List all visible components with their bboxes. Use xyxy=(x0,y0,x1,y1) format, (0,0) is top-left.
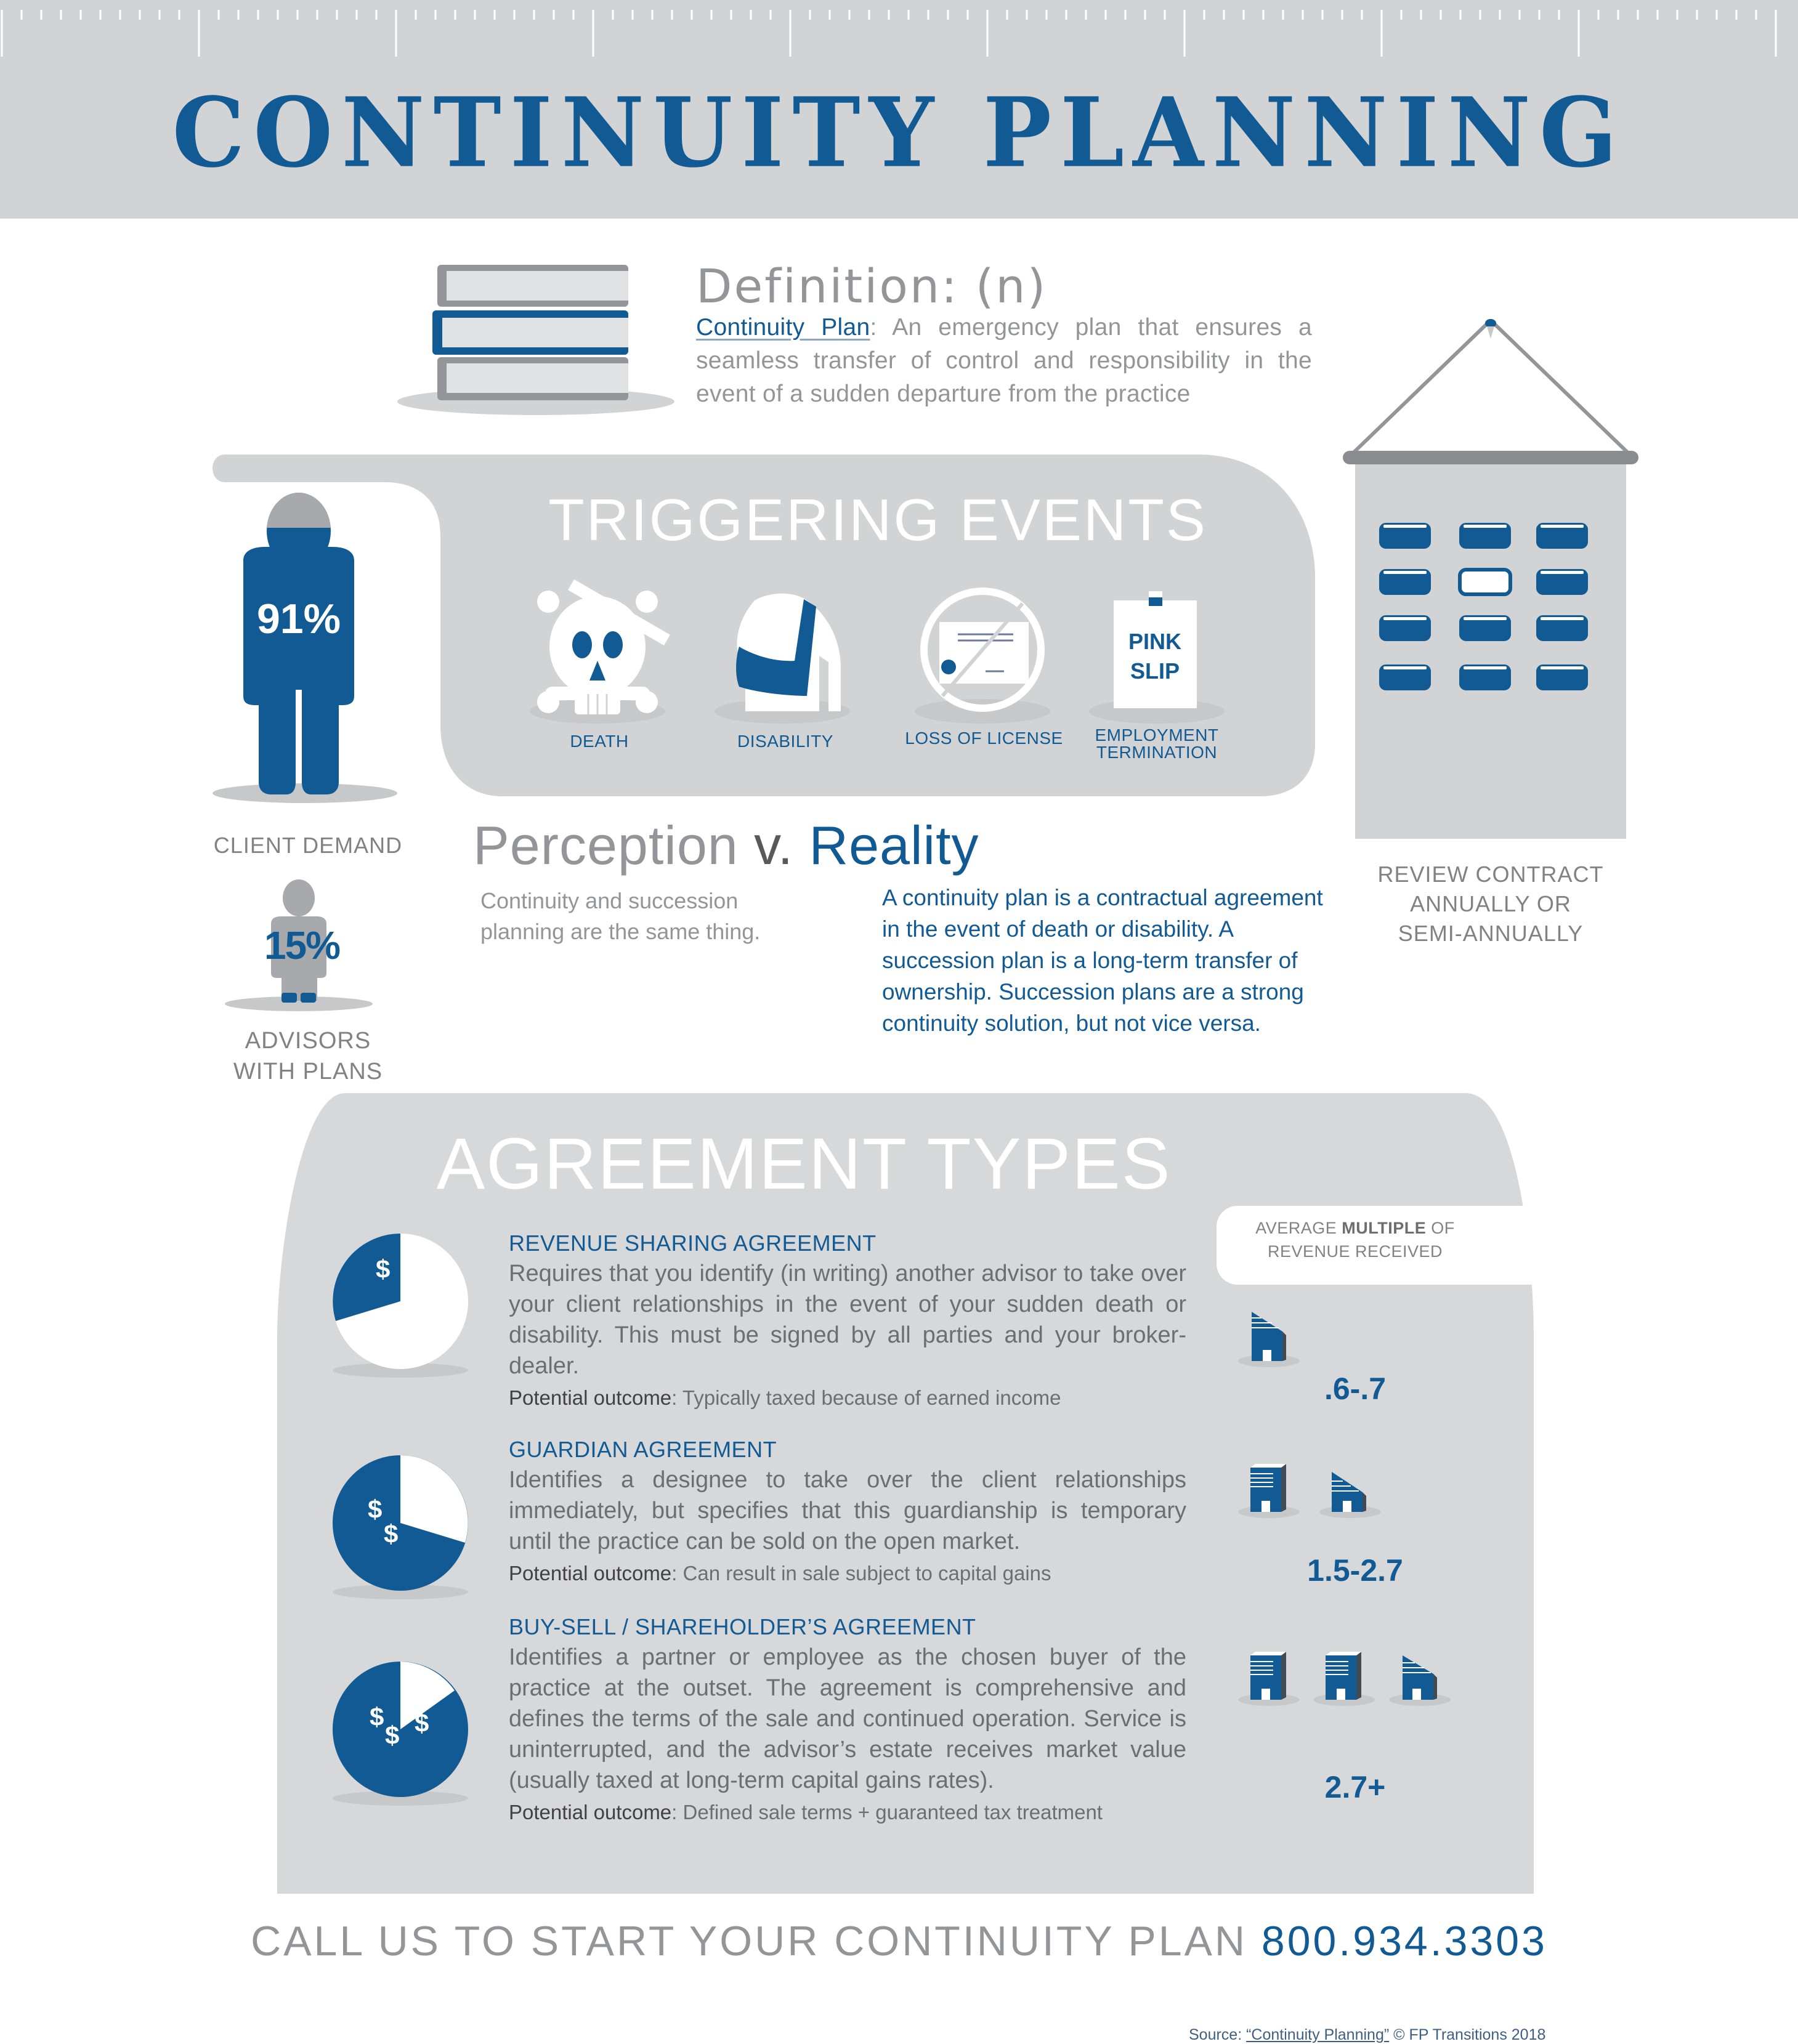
multiple-value: 1.5-2.7 xyxy=(1307,1553,1403,1588)
arm-sling-icon xyxy=(702,588,856,727)
pink-slip-text xyxy=(1096,627,1213,686)
outcome-value: : Typically taxed because of earned income xyxy=(671,1386,1061,1409)
agreement-description: Requires that you identify (in writing) another advisor to take over your client relationships in the event of your sudden death or disability. This must be signed by all parties and your broker-dealer. xyxy=(509,1261,1186,1379)
multiple-value: 2.7+ xyxy=(1324,1770,1386,1804)
svg-text:$: $ xyxy=(368,1495,383,1524)
review-line-3: SEMI-ANNUALLY xyxy=(1398,921,1584,946)
triggering-events-title: TRIGGERING EVENTS xyxy=(548,487,1207,553)
definition-heading: Definition: (n) xyxy=(696,259,1048,313)
agreement-buy-sell xyxy=(509,1612,1186,1828)
agreement-name: BUY-SELL / SHAREHOLDER’S AGREEMENT xyxy=(509,1614,976,1639)
outcome-label: Potential outcome xyxy=(509,1562,672,1585)
title-perception: Perception xyxy=(473,815,739,876)
svg-text:$: $ xyxy=(385,1721,400,1750)
pie-revenue-sharing-icon xyxy=(323,1229,477,1383)
title-reality: Reality xyxy=(809,815,979,876)
svg-text:$: $ xyxy=(370,1702,384,1731)
cta-phone-link[interactable]: 800.934.3303 xyxy=(1261,1918,1547,1965)
skull-crossbones-icon xyxy=(520,588,674,727)
advisors-label-line-2: WITH PLANS xyxy=(233,1059,383,1085)
agreement-guardian xyxy=(509,1435,1186,1589)
perception-text: Continuity and succession planning are the same thing. xyxy=(480,888,761,944)
review-contract-label xyxy=(1324,860,1657,948)
multiple-header-line-2: REVENUE RECEIVED xyxy=(1267,1242,1443,1261)
definition-body: : An emergency plan that ensures a seamless transfer of control and responsibility in the event of a sudden departure from the practice xyxy=(696,314,1312,407)
review-line-2: ANNUALLY OR xyxy=(1410,891,1571,916)
building-partial-icon xyxy=(1238,1306,1312,1373)
stat-advisors-label xyxy=(203,1025,413,1087)
agreement-revenue-sharing xyxy=(509,1229,1186,1413)
ruler-ticks xyxy=(0,0,1798,62)
perception-vs-reality-title xyxy=(473,812,979,879)
title-v: v. xyxy=(754,815,794,876)
review-line-1: REVIEW CONTRACT xyxy=(1377,862,1604,887)
svg-text:$: $ xyxy=(384,1519,399,1548)
multiple-value: .6-.7 xyxy=(1324,1371,1387,1406)
stat-client-demand-value: 91% xyxy=(256,596,341,642)
agreement-outcome xyxy=(509,1383,1186,1413)
page-title: CONTINUITY PLANNING xyxy=(172,76,1626,189)
outcome-value: : Defined sale terms + guaranteed tax treatment xyxy=(671,1801,1103,1824)
agreement-outcome xyxy=(509,1797,1186,1828)
multiple-header-post: OF xyxy=(1426,1219,1455,1237)
no-license-icon xyxy=(905,588,1059,727)
pink-slip-line-1: PINK xyxy=(1128,629,1181,654)
trigger-label-death: DEATH xyxy=(570,732,629,751)
agreement-outcome xyxy=(509,1558,1186,1589)
cta-text: CALL US TO START YOUR CONTINUITY PLAN xyxy=(251,1918,1261,1965)
definition-text xyxy=(696,311,1312,411)
trigger-label-loss-of-license: LOSS OF LICENSE xyxy=(905,729,1063,748)
trigger-label-disability: DISABILITY xyxy=(737,732,833,751)
source-suffix: © FP Transitions 2018 xyxy=(1389,2026,1546,2043)
agreement-description: Identifies a designee to take over the client relationships immediately, but specifies that this guardianship is temporary until the practice can be sold on the open market. xyxy=(509,1467,1186,1554)
source-prefix: Source: xyxy=(1189,2026,1247,2043)
source-citation xyxy=(1189,2026,1545,2044)
pie-guardian-icon xyxy=(323,1450,477,1604)
definition-term-link[interactable]: Continuity Plan xyxy=(696,314,870,341)
agreement-types-title: AGREEMENT TYPES xyxy=(436,1123,1172,1205)
outcome-value: : Can result in sale subject to capital gains xyxy=(671,1562,1051,1585)
advisors-label-line-1: ADVISORS xyxy=(245,1028,371,1054)
buildings-three-icon xyxy=(1238,1644,1484,1712)
outcome-label: Potential outcome xyxy=(509,1801,672,1824)
buildings-two-icon xyxy=(1238,1456,1404,1524)
calendar-building-icon xyxy=(1337,305,1645,841)
outcome-label: Potential outcome xyxy=(509,1386,672,1409)
stat-advisors-value: 15% xyxy=(264,923,340,967)
svg-text:$: $ xyxy=(415,1708,429,1737)
source-link[interactable]: “Continuity Planning” xyxy=(1246,2026,1390,2043)
agreement-name: REVENUE SHARING AGREEMENT xyxy=(509,1230,877,1256)
trigger-label-employment-termination: EMPLOYMENT TERMINATION xyxy=(1095,725,1219,762)
agreement-description: Identifies a partner or employee as the chosen buyer of the practice at the outset. The agreement is comprehensive and defines the terms of the sale and continued operation. Service is uninterrupted, and the advisor’s estate receives market value (usually taxed at long-term capital gains rates). xyxy=(509,1644,1186,1793)
agreement-name: GUARDIAN AGREEMENT xyxy=(509,1437,777,1462)
books-stack-icon xyxy=(394,259,678,419)
multiple-header-bold: MULTIPLE xyxy=(1342,1219,1427,1237)
pie-buy-sell-icon xyxy=(323,1657,477,1811)
multiple-header-pre: AVERAGE xyxy=(1255,1219,1342,1237)
pink-slip-line-2: SLIP xyxy=(1130,658,1180,684)
svg-text:$: $ xyxy=(376,1254,391,1283)
person-client-demand-icon xyxy=(206,493,403,804)
multiple-header-text xyxy=(1220,1216,1491,1263)
call-to-action xyxy=(0,1917,1798,1966)
stat-client-demand-label: CLIENT DEMAND xyxy=(213,833,403,858)
reality-text: A continuity plan is a contractual agreement in the event of death or disability. A succession plan is a long-term transfer of ownership. Succession plans are a strong continuity solution, but not vice versa. xyxy=(882,885,1323,1036)
